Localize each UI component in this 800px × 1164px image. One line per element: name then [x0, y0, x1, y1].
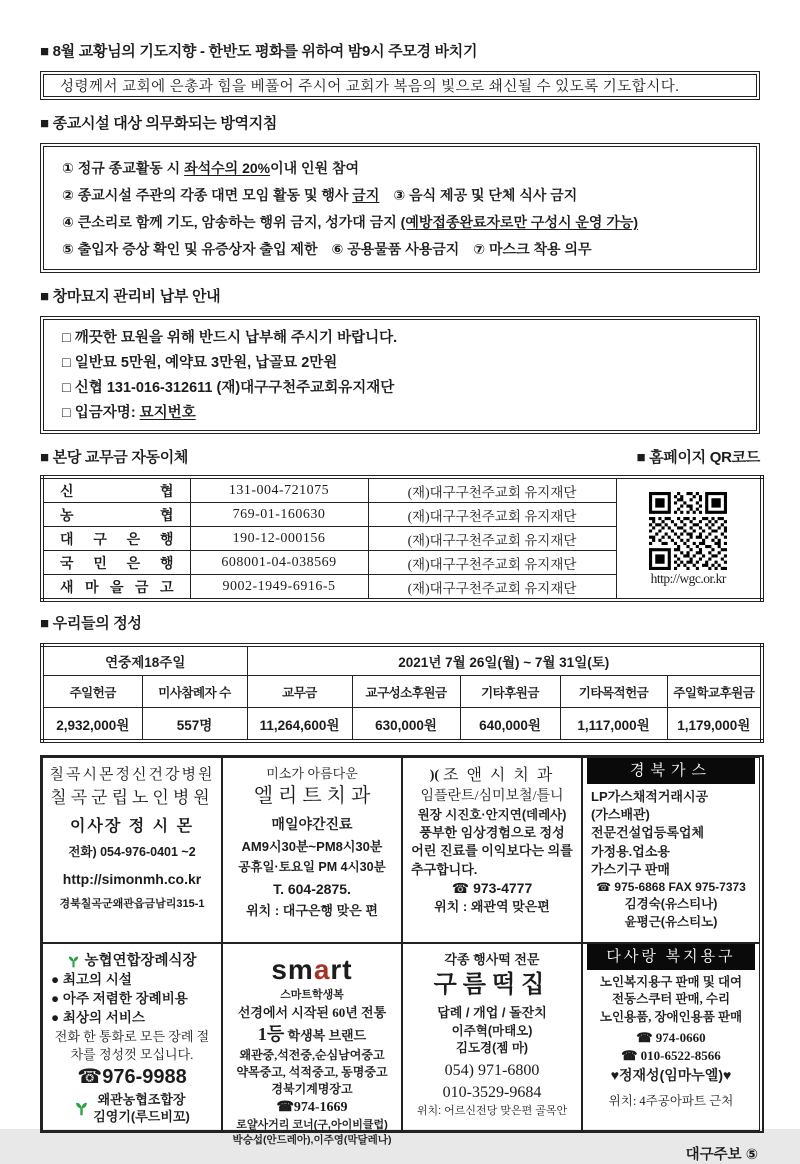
ad-line: ● 최고의 시설	[51, 972, 132, 988]
offering-week: 연중제18주일	[42, 645, 247, 676]
smart-logo-text: sm	[271, 954, 314, 985]
ad-line	[258, 1023, 366, 1046]
quarantine-text: ② 종교시설 주관의 각종 대면 모임 활동 및 행사	[62, 187, 353, 203]
ad-line: 김영기(루드비꼬)	[93, 1108, 190, 1124]
ad-line: 미소가 아름다운	[266, 766, 358, 781]
ad-line: 전동스쿠터 판매, 수리	[611, 992, 731, 1007]
bank-account-number: 131-004-721075	[190, 477, 368, 503]
offering-table	[40, 643, 764, 743]
ad-line: 약목중고, 석적중고, 동명중고	[236, 1065, 388, 1079]
bank-account-number: 190-12-000156	[190, 527, 368, 551]
ad-phone: ☎ 010-6522-8566	[621, 1047, 721, 1063]
quarantine-line	[62, 236, 738, 263]
cemetery-section-title: ■ 창마묘지 관리비 납부 안내	[40, 288, 221, 305]
ad-line: 경북칠곡군왜관읍금남리315-1	[59, 898, 205, 911]
ad-line: 왜관농협조합장	[97, 1092, 186, 1108]
ad-line: ● 아주 저렴한 장례비용	[51, 991, 188, 1006]
quarantine-underlined-text: (예방접종완료자로만 구성시 운영 가능)	[400, 214, 639, 230]
ad-line: 공휴일·토요일 PM 4시30분	[238, 860, 386, 874]
ads-grid	[40, 755, 764, 1147]
prayer-body-text: 성령께서 교회에 은총과 힘을 베풀어 주시어 교회가 복음의 빛으로 쇄신될 수 있도록 기도합시다.	[60, 79, 680, 95]
ad-line: 임플란트/심미보철/틀니	[420, 789, 564, 804]
bank-name: 농 협	[60, 506, 174, 523]
ad-line: 로얄사거리 코너(구,아이비클럽)	[236, 1118, 388, 1131]
smart-logo	[271, 952, 352, 987]
offering-value: 1,179,000원	[667, 708, 762, 742]
table-row	[42, 477, 762, 503]
ad-phone: ☎974-1669	[276, 1100, 348, 1115]
ad-line: ♥정재성(임마누엘)♥	[610, 1067, 732, 1084]
qr-cell	[616, 477, 762, 600]
ad-line: 위치: 어르신전당 맞은편 골목안	[416, 1104, 568, 1117]
quarantine-text: 이내 인원 참여	[270, 160, 360, 176]
ad-line: 농협연합장례식장	[84, 953, 197, 969]
ad-line: 노인용품, 장애인용품 판매	[599, 1010, 743, 1024]
ad-line: 각종 행사떡 전문	[444, 952, 540, 967]
ad-line: 전문건설업등록업체	[591, 825, 705, 841]
ad-line: 김도경(젬 마)	[455, 1041, 529, 1056]
ad-smart-uniform	[222, 943, 402, 1147]
offering-value: 1,117,000원	[560, 708, 667, 742]
ad-line: 차를 정성껏 모십니다.	[70, 1047, 194, 1062]
quarantine-underlined-text: 좌석수의 20%	[184, 160, 271, 176]
offering-header: 교구성소후원금	[352, 676, 460, 708]
cemetery-line	[62, 351, 738, 376]
ad-line: (가스배관)	[591, 807, 650, 822]
ad-line: 어린 진료를 이익보다는 의를	[411, 843, 573, 859]
ad-line: 매일야간진료	[271, 816, 353, 833]
homepage-url: http://wgc.or.kr	[650, 571, 726, 586]
qr-code	[649, 492, 727, 570]
ad-phone: ☎ 974-0660	[636, 1029, 706, 1045]
ad-line: ● 최상의 서비스	[51, 1009, 145, 1025]
ad-line: 가스기구 판매	[591, 861, 670, 877]
ad-line: 박승섭(안드레아),이주영(막달레나)	[232, 1134, 392, 1147]
ad-line: 노인복지용구 판매 및 대여	[599, 974, 743, 989]
ad-line: 이주혁(마태오)	[451, 1023, 533, 1038]
offering-header: 기타후원금	[460, 676, 560, 708]
tooth-logo-icon: )(	[429, 768, 440, 784]
bank-account-holder: (재)대구구천주교회 유지재단	[368, 503, 616, 527]
offering-value: 2,932,000원	[42, 708, 142, 742]
ad-ricecake	[402, 943, 582, 1131]
offering-value: 557명	[142, 708, 247, 742]
offering-value: 11,264,600원	[247, 708, 352, 742]
offering-header: 미사참례자 수	[142, 676, 247, 708]
quarantine-line	[62, 155, 738, 182]
ad-joan-dental	[402, 757, 582, 943]
ad-dasarang-header: 다사랑 복지용구	[587, 944, 755, 970]
offering-value: 640,000원	[460, 708, 560, 742]
table-row	[42, 708, 762, 742]
ad-line: 스마트학생복	[280, 989, 344, 1001]
quarantine-box	[40, 143, 760, 273]
ad-line: 엘 리 트 치 과	[253, 785, 371, 808]
offering-header: 기타목적헌금	[560, 676, 667, 708]
ad-gas	[582, 757, 760, 943]
ad-line: 위치 : 대구은행 맞은 편	[246, 903, 378, 919]
ad-dasarang	[582, 943, 760, 1131]
quarantine-text: ⑤ 출입자 증상 확인 및 유증상자 출입 제한 ⑥ 공용물품 사용금지 ⑦ 마스크 착용 의무	[62, 241, 592, 257]
ad-line: 가정용.업소용	[591, 843, 670, 859]
quarantine-underlined-text: 금지	[352, 187, 380, 203]
ad-line: 답례 / 개업 / 돌잔치	[437, 1005, 547, 1021]
quarantine-text: ① 정규 종교활동 시	[62, 160, 185, 176]
ad-line: 위치 : 왜관역 맞은편	[434, 899, 550, 915]
ad-line: AM9시30분~PM8시30분	[241, 838, 383, 854]
offering-value: 630,000원	[352, 708, 460, 742]
ad-line: 전화) 054-976-0401 ~2	[68, 845, 196, 859]
cemetery-line	[62, 401, 738, 426]
cemetery-text: □ 신협 131-016-312611 (재)대구구천주교회유지재단	[62, 380, 395, 396]
bank-account-number: 608001-04-038569	[190, 551, 368, 575]
ad-line: 추구합니다.	[411, 861, 478, 877]
ad-line: 칠곡시몬정신건강병원	[49, 767, 215, 783]
autopay-section-title: ■ 본당 교무금 자동이체	[40, 449, 189, 466]
ad-line: 이사장 정 시 몬	[69, 818, 195, 835]
cemetery-line	[62, 376, 738, 401]
ad-line: 전화 한 통화로 모든 장례 절	[54, 1028, 210, 1044]
offering-header: 교무금	[247, 676, 352, 708]
quarantine-section-title: ■ 종교시설 대상 의무화되는 방역지침	[40, 115, 278, 132]
cemetery-text: □ 일반묘 5만원, 예약묘 3만원, 납골묘 2만원	[62, 355, 338, 371]
ad-line: 경북기계명장고	[271, 1082, 353, 1096]
ad-line: ☎ 973-4777	[451, 879, 533, 896]
ad-line: 칠곡군립노인병원	[50, 787, 214, 807]
cemetery-text: □ 입금자명:	[62, 405, 140, 421]
bank-account-holder: (재)대구구천주교회 유지재단	[368, 527, 616, 551]
bank-account-holder: (재)대구구천주교회 유지재단	[368, 551, 616, 575]
offering-period: 2021년 7월 26일(월) ~ 7월 31일(토)	[247, 645, 762, 676]
nh-sprout-icon	[67, 955, 80, 968]
cemetery-underlined-text: 묘지번호	[139, 405, 196, 421]
cemetery-box	[40, 316, 760, 434]
bank-account-table	[40, 475, 764, 602]
ad-elite-dental	[222, 757, 402, 943]
ad-line-emphasis: 1등	[257, 1024, 285, 1044]
offering-section-title: ■ 우리들의 정성	[40, 615, 142, 632]
ad-phone: 054) 971-6800	[444, 1061, 540, 1079]
ad-phone: ☎976-9988	[77, 1066, 187, 1089]
bank-name: 신 협	[60, 482, 174, 499]
bank-account-number: 769-01-160630	[190, 503, 368, 527]
cemetery-text: □ 깨끗한 묘원을 위해 반드시 납부해 주시기 바랍니다.	[62, 330, 398, 346]
ad-line: 선경에서 시작된 60년 전통	[237, 1004, 387, 1020]
ad-line-text: 학생복 브랜드	[284, 1028, 367, 1043]
ad-funeral	[42, 943, 222, 1131]
ad-line: 김경숙(유스티나)	[624, 897, 718, 911]
bank-name: 국 민 은 행	[60, 554, 174, 571]
bank-account-holder: (재)대구구천주교회 유지재단	[368, 575, 616, 601]
bank-account-holder: (재)대구구천주교회 유지재단	[368, 477, 616, 503]
ad-line: 풍부한 임상경험으로 정성	[419, 825, 565, 841]
quarantine-text: ④ 큰소리로 함께 기도, 암송하는 행위 금지, 성가대 금지	[62, 214, 401, 230]
quarantine-line	[62, 209, 738, 236]
ad-line: 위치: 4주공아파트 근처	[608, 1093, 734, 1108]
ad-phone: 010-3529-9684	[442, 1083, 542, 1101]
ad-line: 윤평근(유스티노)	[624, 914, 718, 929]
smart-logo-a: a	[313, 954, 331, 985]
table-row	[42, 645, 762, 676]
ad-line: http://simonmh.co.kr	[62, 870, 202, 887]
ad-line: LP가스채적거래시공	[591, 788, 709, 804]
ad-line: 원장 시진호·안지연(데레사)	[417, 807, 567, 822]
prayer-section-title: ■ 8월 교황님의 기도지향 - 한반도 평화를 위하여 밤9시 주모경 바치기	[40, 43, 478, 60]
quarantine-line	[62, 182, 738, 209]
smart-logo-text: rt	[330, 954, 353, 985]
ad-gas-header: 경북가스	[587, 758, 755, 784]
ad-hospital	[42, 757, 222, 943]
ad-line: ☎ 975-6868 FAX 975-7373	[596, 880, 746, 894]
offering-header: 주일헌금	[42, 676, 142, 708]
qr-section-title: ■ 홈페이지 QR코드	[636, 449, 760, 466]
cemetery-line	[62, 326, 738, 351]
ad-line: 구름떡집	[433, 971, 551, 999]
table-row	[42, 676, 762, 708]
ad-line: 왜관중,석전중,순심남여중고	[239, 1048, 385, 1062]
nh-sprout-icon	[74, 1101, 89, 1116]
quarantine-text: ③ 음식 제공 및 단체 식사 금지	[379, 187, 578, 203]
ad-line: 조 앤 시 치 과	[443, 767, 555, 784]
page-footer: 대구주보 ⑤	[685, 1147, 758, 1163]
bank-name: 대 구 은 행	[60, 530, 174, 547]
bank-account-number: 9002-1949-6916-5	[190, 575, 368, 601]
offering-header: 주일학교후원금	[667, 676, 762, 708]
bank-name: 새 마 을 금 고	[60, 578, 174, 595]
ad-line: T. 604-2875.	[273, 880, 351, 897]
prayer-box	[40, 71, 760, 100]
